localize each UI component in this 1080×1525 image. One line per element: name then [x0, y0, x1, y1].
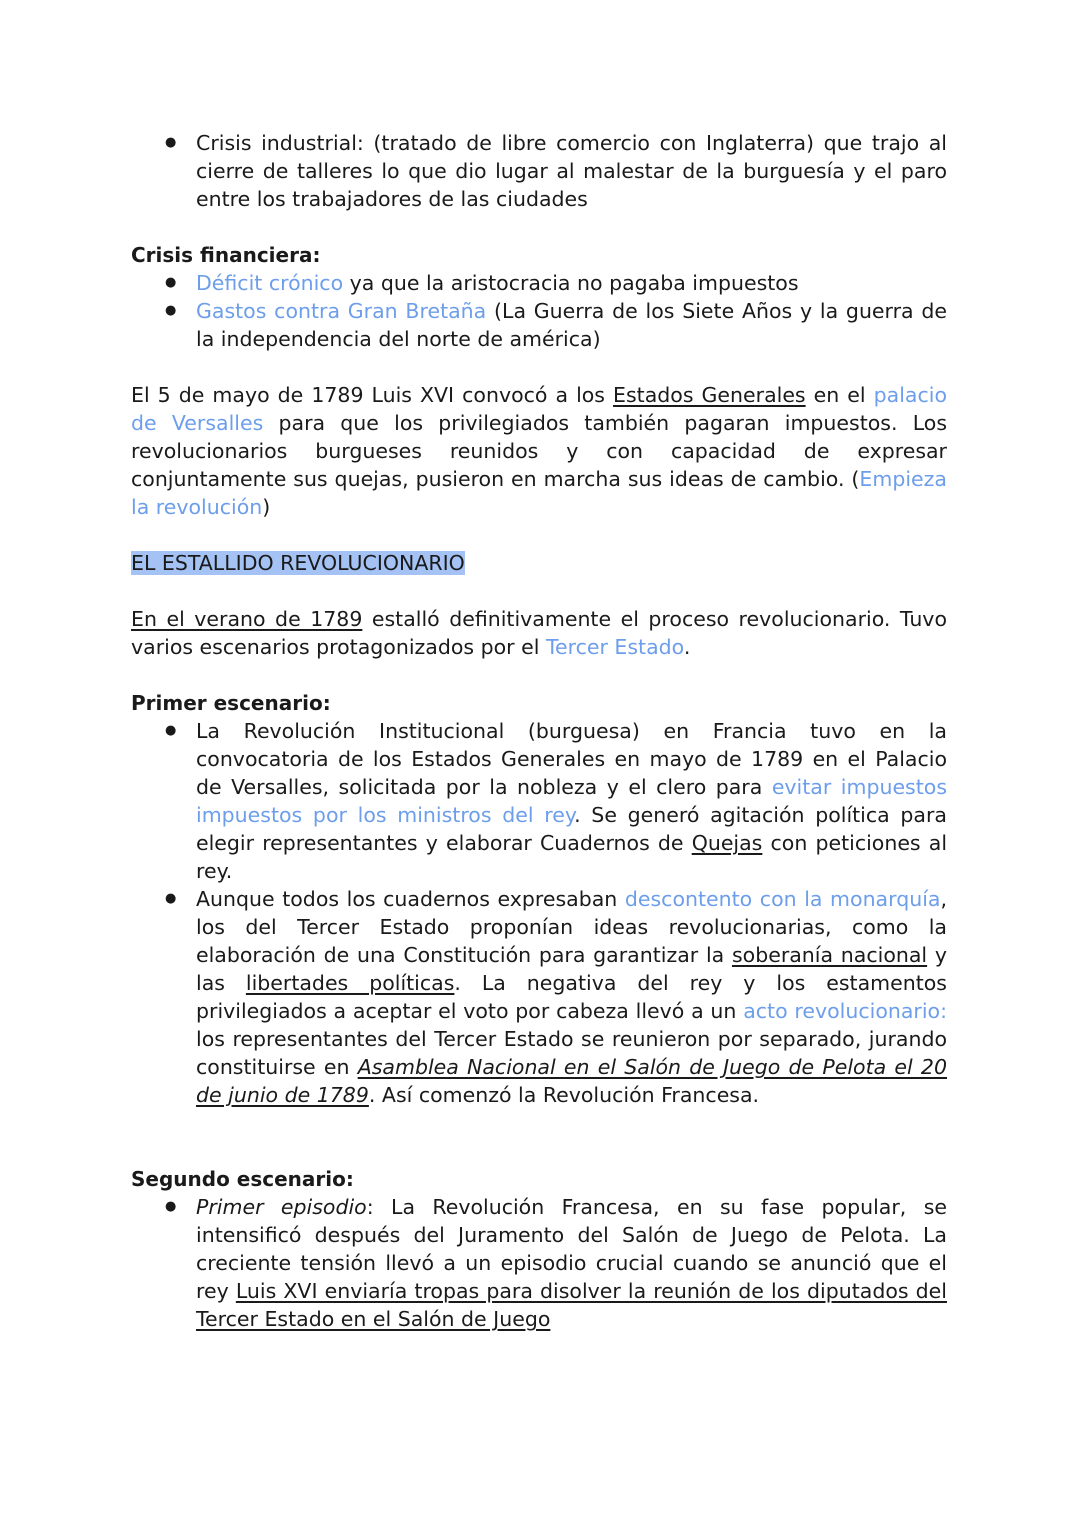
list-item: [131, 717, 947, 885]
list-item: [131, 885, 947, 1109]
text-run: y las: [196, 943, 948, 995]
document-page: [131, 129, 947, 1361]
blue-link-text: acto revolucionario:: [743, 999, 947, 1023]
section-heading: Segundo escenario:: [131, 1167, 354, 1191]
text-run: La Revolución Institucional (burguesa) en Francia tuvo en la convocatoria de los Estados Generales en mayo de 1789 en el Palacio de Versalles, solicitada por la nobleza y el clero para: [196, 719, 947, 799]
text-run: ): [262, 495, 271, 519]
list-item: [131, 297, 947, 353]
blue-link-text: descontento con la monarquía: [624, 887, 941, 911]
list-item: [131, 129, 947, 213]
bullet-list: [131, 129, 947, 213]
bullet-list: [131, 1193, 947, 1333]
text-run: .: [683, 635, 691, 659]
italic-text: Primer episodio: [196, 1195, 367, 1219]
text-run: . Así comenzó la Revolución Francesa.: [368, 1083, 760, 1107]
section-heading: Crisis financiera:: [131, 243, 321, 267]
highlighted-heading: EL ESTALLIDO REVOLUCIONARIO: [131, 551, 465, 575]
text-run: El 5 de mayo de 1789 Luis XVI convocó a los: [131, 383, 614, 407]
text-run: con peticiones al rey.: [196, 831, 948, 883]
text-run: . La negativa del rey y los estamentos privilegiados a aceptar el voto por cabeza llevó a un: [196, 971, 947, 1023]
italic-underlined-text: Asamblea Nacional en el Salón de Juego de Pelota el 20 de junio de 1789: [196, 1055, 947, 1107]
bullet-list: [131, 269, 947, 353]
blue-link-text: Déficit crónico: [196, 271, 344, 295]
underlined-text: soberanía nacional: [731, 943, 928, 967]
section-heading: Primer escenario:: [131, 691, 331, 715]
blue-link-text: Gastos contra Gran Bretaña: [196, 299, 487, 323]
blue-link-text: evitar impuestos impuestos por los ministros del rey: [196, 775, 948, 827]
text-run: : La Revolución Francesa, en su fase popular, se intensificó después del Juramento del Salón de Juego de Pelota. La creciente tensión llevó a un episodio crucial cuando se anunció que el rey: [196, 1195, 947, 1303]
paragraph: [131, 605, 947, 661]
text-run: estalló definitivamente el proceso revolucionario. Tuvo varios escenarios protagonizados por el: [131, 607, 947, 659]
list-item: [131, 269, 947, 297]
underlined-text: Luis XVI enviaría tropas para disolver la reunión de los diputados del Tercer Estado en el Salón de Juego: [196, 1279, 947, 1331]
text-run: en el: [805, 383, 874, 407]
blue-link-text: Tercer Estado: [545, 635, 684, 659]
text-run: ya que la aristocracia no pagaba impuestos: [343, 271, 799, 295]
list-item: [131, 1193, 947, 1333]
text-run: Crisis industrial: (tratado de libre comercio con Inglaterra) que trajo al cierre de talleres lo que dio lugar al malestar de la burguesía y el paro entre los trabajadores de las ciudades: [196, 131, 947, 211]
text-run: , los del Tercer Estado proponían ideas revolucionarias, como la elaboración de una Constitución para garantizar la: [196, 887, 947, 967]
text-run: Aunque todos los cuadernos expresaban: [196, 887, 625, 911]
underlined-text: libertades políticas: [245, 971, 455, 995]
underlined-text: Quejas: [691, 831, 763, 855]
blue-link-text: palacio de Versalles: [131, 383, 947, 435]
underlined-text: Estados Generales: [613, 383, 806, 407]
bullet-list: [131, 717, 947, 1109]
text-run: . Se generó agitación política para elegir representantes y elaborar Cuadernos de: [196, 803, 947, 855]
text-run: los representantes del Tercer Estado se reunieron por separado, jurando constituirse en: [196, 1027, 947, 1079]
paragraph: [131, 549, 947, 577]
underlined-text: En el verano de 1789: [131, 607, 363, 631]
text-run: (La Guerra de los Siete Años y la guerra de la independencia del norte de américa): [196, 299, 948, 351]
paragraph: [131, 381, 947, 521]
text-run: para que los privilegiados también pagaran impuestos. Los revolucionarios burgueses reunidos y con capacidad de expresar conjuntamente sus quejas, pusieron en marcha sus ideas de cambio. (: [131, 411, 947, 491]
blue-link-text: Empieza la revolución: [131, 467, 947, 519]
